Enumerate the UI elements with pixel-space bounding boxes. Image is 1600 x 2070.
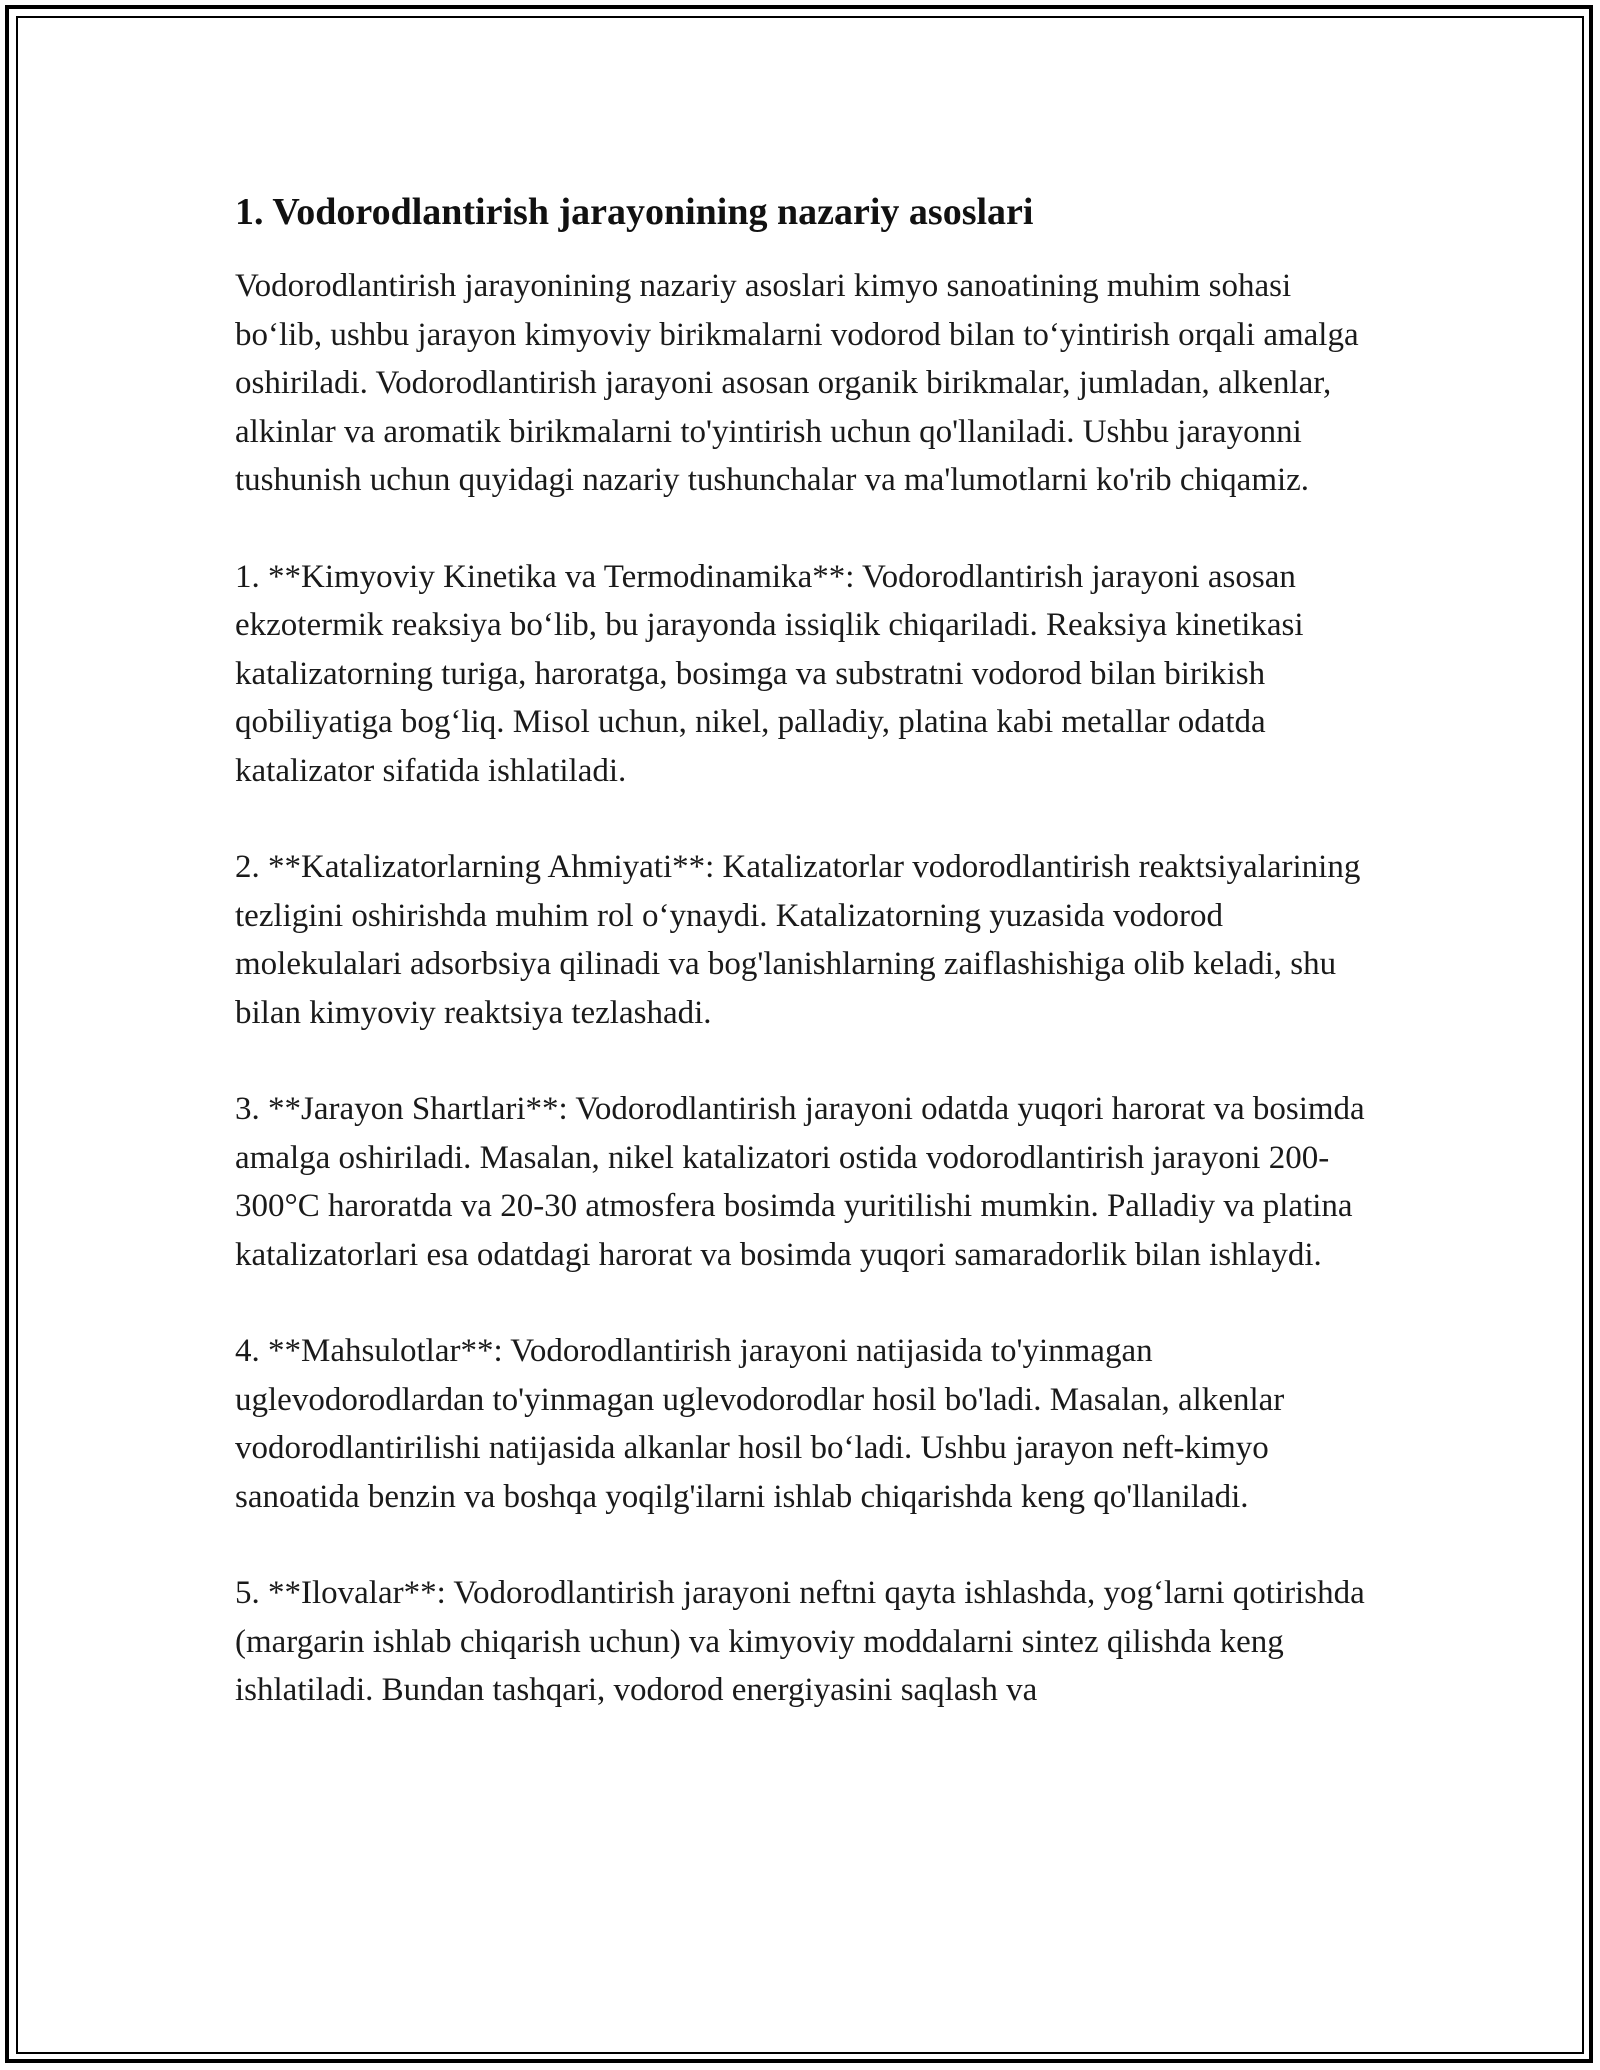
paragraph-products: 4. **Mahsulotlar**: Vodorodlantirish jarayoni natijasida to'yinmagan uglevodorodlardan to'yinmagan uglevodorodlar hosil bo'ladi. Masalan, alkenlar vodorodlantirilishi natijasida alkanlar hosil bo‘ladi. Ushbu jarayon neft-kimyo sanoatida benzin va boshqa yoqilg'ilarni ishlab chiqarishda keng qo'llaniladi. [235,1333,1285,1515]
paragraph-conditions: 3. **Jarayon Shartlari**: Vodorodlantirish jarayoni odatda yuqori harorat va bosimda amalga oshiriladi. Masalan, nikel katalizatori ostida vodorodlantirish jarayoni 200-300°C haroratda va 20-30 atmosfera bosimda yuritilishi mumkin. Palladiy va platina katalizatorlari esa odatdagi harorat va bosimda yuqori samaradorlik bilan ishlaydi. [235,1091,1365,1273]
intro-paragraph: Vodorodlantirish jarayonining nazariy asoslari kimyo sanoatining muhim sohasi bo‘lib, ushbu jarayon kimyoviy birikmalarni vodorod bilan to‘yintirish orqali amalga oshiriladi. Vodorodlantirish jarayoni asosan organik birikmalar, jumladan, alkenlar, alkinlar va aromatik birikmalarni to'yintirish uchun qo'llaniladi. Ushbu jarayonni tushunish uchun quyidagi nazariy tushunchalar va ma'lumotlarni ko'rib chiqamiz. [235,268,1359,498]
document-body [235,186,1385,1763]
paragraph-catalysts: 2. **Katalizatorlarning Ahmiyati**: Katalizatorlar vodorodlantirish reaktsiyalarining tezligini oshirishda muhim rol o‘ynaydi. Katalizatorning yuzasida vodorod molekulalari adsorbsiya qilinadi va bog'lanishlarning zaiflashishiga olib keladi, shu bilan kimyoviy reaktsiya tezlashadi. [235,849,1361,1031]
paragraph-applications: 5. **Ilovalar**: Vodorodlantirish jarayoni neftni qayta ishlashda, yog‘larni qotirishda (margarin ishlab chiqarish uchun) va kimyoviy moddalarni sintez qilishda keng ishlatiladi. Bundan tashqari, vodorod energiyasini saqlash va [235,1575,1365,1708]
paragraph-kinetics: 1. **Kimyoviy Kinetika va Termodinamika**: Vodorodlantirish jarayoni asosan ekzotermik reaksiya bo‘lib, bu jarayonda issiqlik chiqariladi. Reaksiya kinetikasi katalizatorning turiga, haroratga, bosimga va substratni vodorod bilan birikish qobiliyatiga bog‘liq. Misol uchun, nikel, palladiy, platina kabi metallar odatda katalizator sifatida ishlatiladi. [235,558,1304,789]
section-heading: 1. Vodorodlantirish jarayonining nazariy asoslari [235,191,1034,233]
